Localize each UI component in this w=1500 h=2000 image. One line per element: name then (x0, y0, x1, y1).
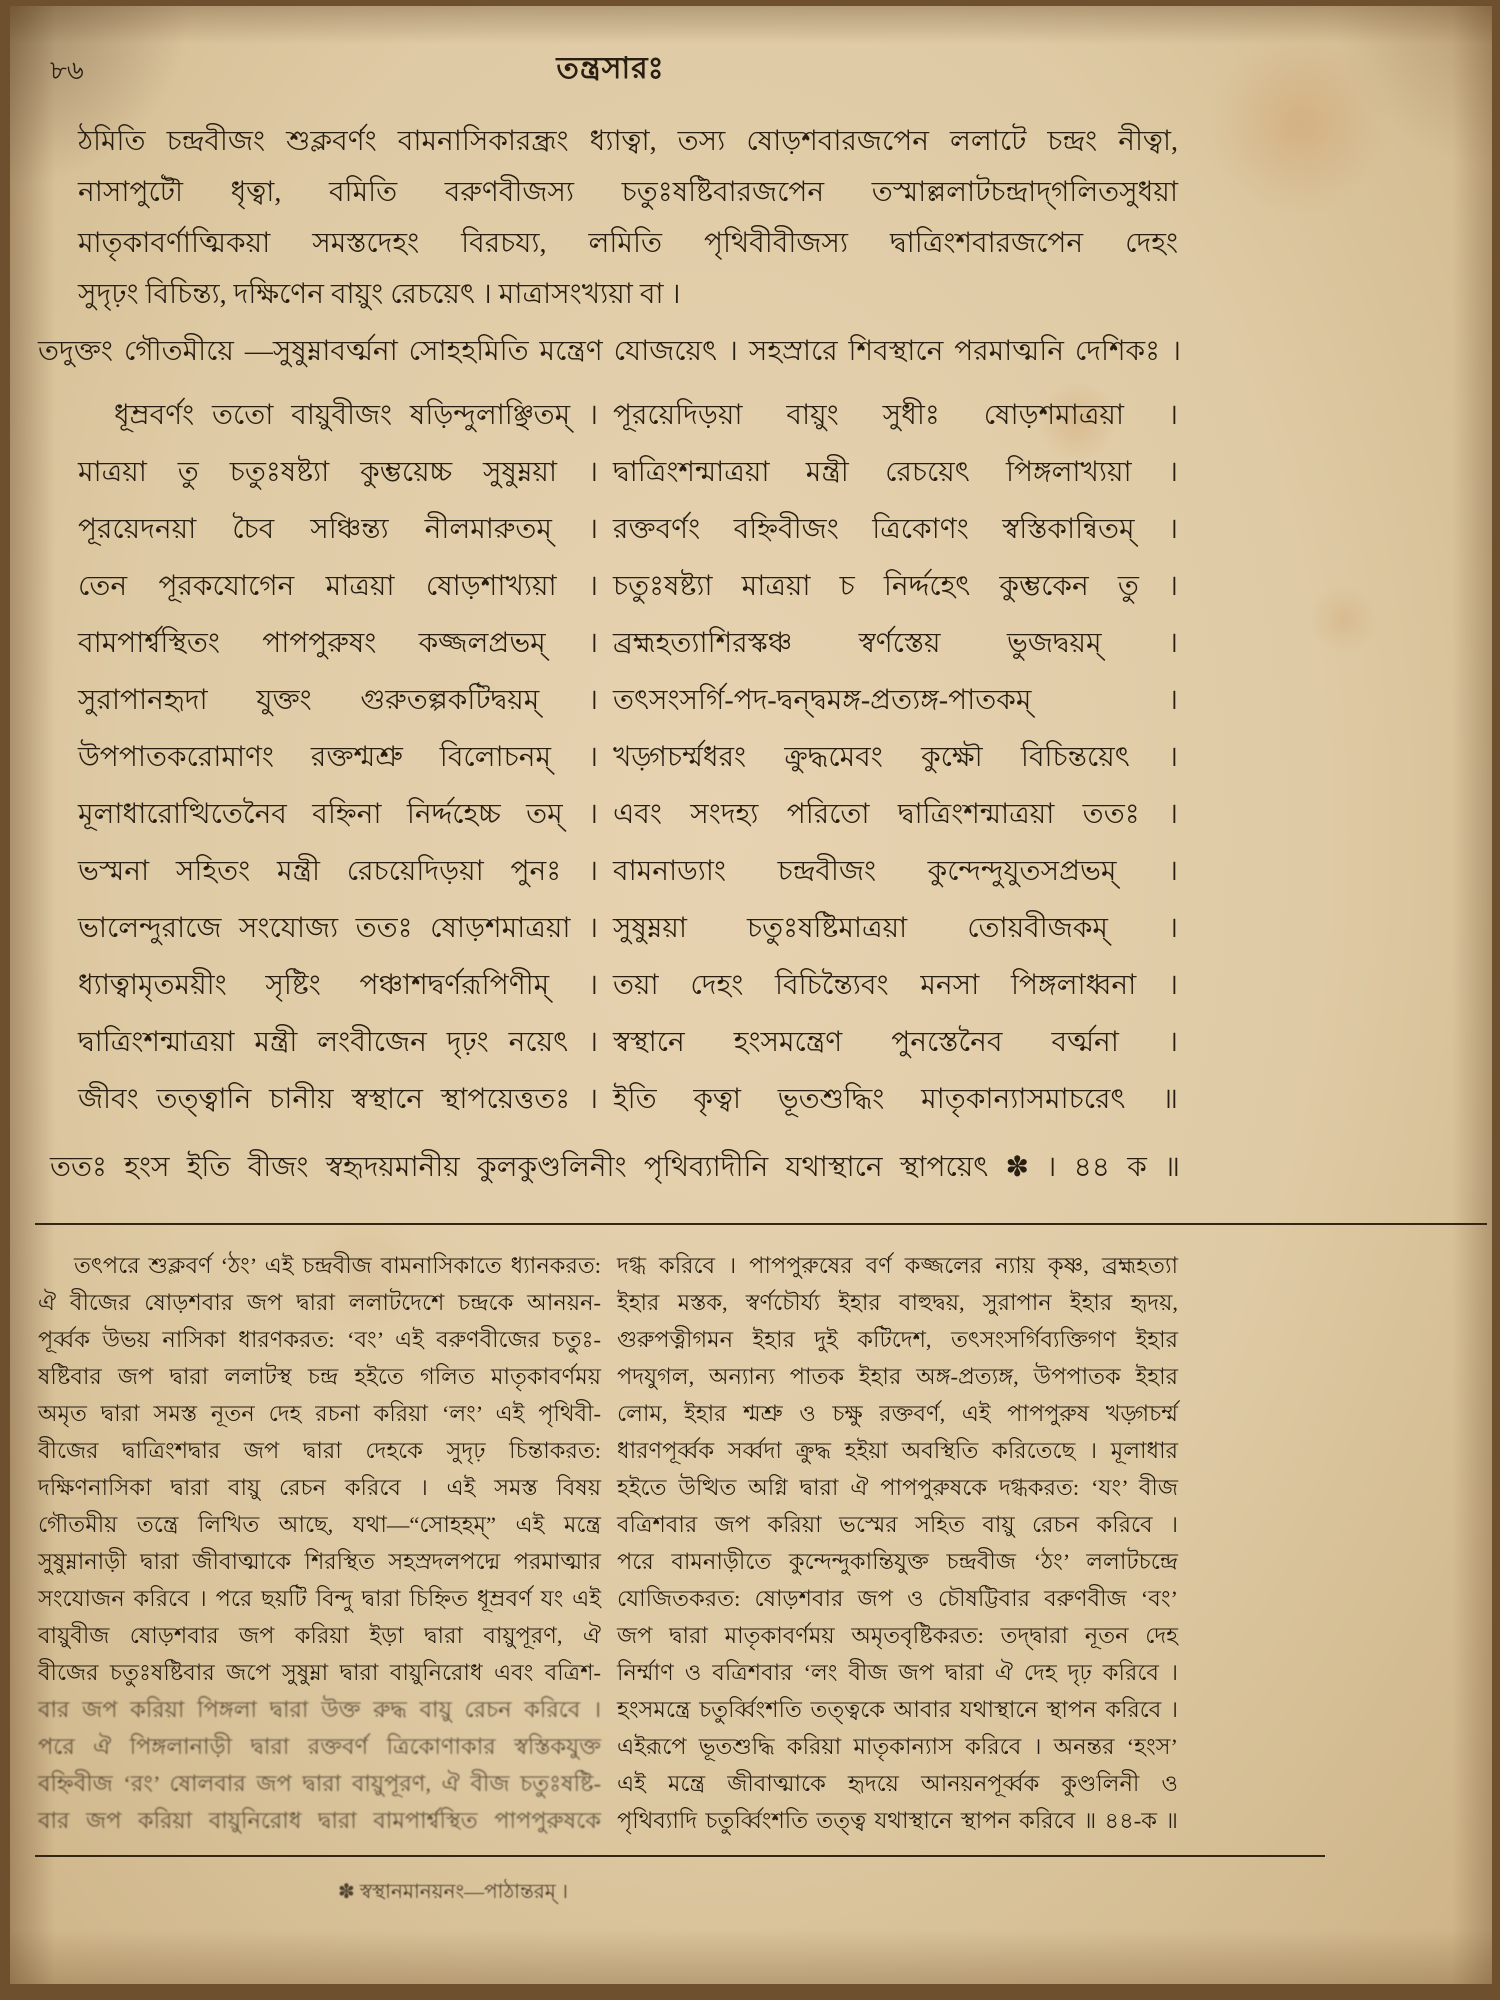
verse-line: মূলাধারোত্থিতেনৈব বহ্নিনা নির্দ্দহেচ্চ তম্ । (78, 799, 598, 830)
text-line: সুদৃঢ়ং বিচিন্ত্য, দক্ষিণেন বায়ুং রেচয়েৎ । মাত্রাসংখ্যয়া বা । (78, 279, 681, 310)
verse-line: দ্বাত্রিংশন্মাত্রয়া মন্ত্রী লংবীজেন দৃঢ়ং নয়েৎ । (78, 1027, 598, 1058)
commentary-line: সুষুম্নানাড়ী দ্বারা জীবাত্মাকে শিরস্থিত সহস্রদলপদ্মে পরমাত্মার (38, 1549, 601, 1574)
commentary-line: দক্ষিণনাসিকা দ্বারা বায়ু রেচন করিবে । এই সমস্ত বিষয় (38, 1475, 601, 1500)
commentary-line: বার জপ করিয়া বায়ুনিরোধ দ্বারা বামপার্শ্বস্থিত পাপপুরুষকে (38, 1808, 601, 1833)
closing-sutra-line: ততঃ হংস ইতি বীজং স্বহৃদয়মানীয় কুলকুণ্ডলিনীং পৃথিব্যাদীনি যথাস্থানে স্থাপয়েৎ ✽ । ৪৪ ক ॥ (50, 1152, 1180, 1183)
verse-line: পূরয়েদনয়া চৈব সঞ্চিন্ত্য নীলমারুতম্ । (78, 514, 598, 545)
page-number: ৮৬ (50, 56, 84, 85)
commentary-line: অমৃত দ্বারা সমস্ত নূতন দেহ রচনা করিয়া ‘লং’ এই পৃথিবী- (38, 1401, 601, 1426)
verse-line: জীবং তত্ত্বানি চানীয় স্বস্থানে স্থাপয়েত্ততঃ । (78, 1084, 598, 1115)
commentary-line: বত্রিশবার জপ করিয়া ভস্মের সহিত বায়ু রেচন করিবে । (617, 1512, 1178, 1537)
verse-line: ভস্মনা সহিতং মন্ত্রী রেচয়েদিড়য়া পুনঃ । (78, 856, 598, 887)
verse-column-left (78, 387, 598, 1128)
commentary-line: ধারণপূর্ব্বক সর্ব্বদা ক্রুদ্ধ হইয়া অবস্থিতি করিতেছে । মূলাধার (617, 1438, 1178, 1463)
verse-column-right (613, 387, 1178, 1128)
commentary-line: এই মন্ত্রে জীবাত্মাকে হৃদয়ে আনয়নপূর্ব্বক কুণ্ডলিনী ও (617, 1771, 1178, 1796)
verse-line: খড়্গচর্ম্মধরং ক্রুদ্ধমেবং কুক্ষৌ বিচিন্তয়েৎ । (613, 742, 1178, 773)
commentary-line: হংসমন্ত্রে চতুর্ব্বিংশতি তত্ত্বকে আবার যথাস্থানে স্থাপন করিবে । (617, 1697, 1178, 1722)
verse-line: সুরাপানহৃদা যুক্তং গুরুতল্পকটিদ্বয়ম্ । (78, 685, 598, 716)
commentary-line: বায়ুবীজ ষোড়শবার জপ করিয়া ইড়া দ্বারা বায়ুপূরণ, ঐ (38, 1623, 601, 1648)
verse-line: সুষুম্নয়া চতুঃষষ্টিমাত্রয়া তোয়বীজকম্ । (613, 913, 1178, 944)
commentary-line: সংযোজন করিবে । পরে ছয়টি বিন্দু দ্বারা চিহ্নিত ধূম্রবর্ণ যং এই (38, 1586, 601, 1611)
verse-line: পূরয়েদিড়য়া বায়ুং সুধীঃ ষোড়শমাত্রয়া । (613, 400, 1178, 431)
commentary-line: বীজের চতুঃষষ্টিবার জপে সুষুম্না দ্বারা বায়ুনিরোধ এবং বত্রিশ- (38, 1660, 601, 1685)
page-content (38, 36, 1183, 1910)
verse-line: ধ্যাত্বামৃতময়ীং সৃষ্টিং পঞ্চাশদ্বর্ণরূপিণীম্ । (78, 970, 598, 1001)
verse-line: তৎসংসর্গি-পদ-দ্বন্দ্বমঙ্গ-প্রত্যঙ্গ-পাতকম্ । (613, 685, 1178, 716)
verse-line: বামনাড্যাং চন্দ্রবীজং কুন্দেন্দুযুতসপ্রভম্ । (613, 856, 1178, 887)
page-header (38, 36, 1183, 94)
footnote-text: ✽ স্বস্থানমানয়নং—পাঠান্তরম্ । (338, 1881, 568, 1903)
commentary-line: পদযুগল, অন্যান্য পাতক ইহার অঙ্গ-প্রত্যঙ্গ, উপপাতক ইহার (617, 1364, 1178, 1389)
verse-line: মাত্রয়া তু চতুঃষষ্ট্যা কুম্ভয়েচ্চ সুষুম্নয়া । (78, 457, 598, 488)
commentary-line: তৎপরে শুক্লবর্ণ ‘ঠং’ এই চন্দ্রবীজ বামনাসিকাতে ধ্যানকরত: (74, 1253, 601, 1278)
commentary-column-right (617, 1247, 1178, 1839)
commentary-line: পরে ঐ পিঙ্গলানাড়ী দ্বারা রক্তবর্ণ ত্রিকোণাকার স্বস্তিকযুক্ত (38, 1734, 601, 1759)
text-line: মাতৃকাবর্ণাত্মিকয়া সমস্তদেহং বিরচয্য, লমিতি পৃথিবীবীজস্য দ্বাত্রিংশবারজপেন দেহং (78, 228, 1178, 259)
commentary-line: বীজের দ্বাত্রিংশদ্বার জপ দ্বারা দেহকে সুদৃঢ় চিন্তাকরত: (38, 1438, 601, 1463)
commentary-line: পৃথিব্যাদি চতুর্ব্বিংশতি তত্ত্ব যথাস্থানে স্থাপন করিবে ॥ ৪৪-ক ॥ (617, 1808, 1178, 1833)
verse-line: স্বস্থানে হংসমন্ত্রেণ পুনস্তেনৈব বর্ত্মনা । (613, 1027, 1178, 1058)
verse-line: তয়া দেহং বিচিন্ত্যৈবং মনসা পিঙ্গলাধ্বনা । (613, 970, 1178, 1001)
sanskrit-intro-paragraph (78, 116, 1178, 320)
commentary-line: বহ্নিবীজ ‘রং’ ষোলবার জপ দ্বারা বায়ুপূরণ, ঐ বীজ চতুঃষষ্টি- (38, 1771, 601, 1796)
commentary-line: জপ দ্বারা মাতৃকাবর্ণময় অমৃতবৃষ্টিকরত: তদ্দ্বারা নূতন দেহ (617, 1623, 1178, 1648)
commentary-line: এইরূপে ভূতশুদ্ধি করিয়া মাতৃকান্যাস করিবে । অনন্তর ‘হংস’ (617, 1734, 1178, 1759)
gautamiya-citation-line: তদুক্তং গৌতমীয়ে —সুষুম্নাবর্ত্মনা সোহহমিতি মন্ত্রেণ যোজয়েৎ । সহস্রারে শিবস্থানে পরমাত্মনি দেশিকঃ । (38, 336, 1181, 367)
commentary-line: বার জপ করিয়া পিঙ্গলা দ্বারা উক্ত রুদ্ধ বায়ু রেচন করিবে । (38, 1697, 601, 1722)
commentary-line: দগ্ধ করিবে । পাপপুরুষের বর্ণ কজ্জলের ন্যায় কৃষ্ণ, ব্রহ্মহত্যা (617, 1253, 1178, 1278)
commentary-line: ঐ বীজের ষোড়শবার জপ দ্বারা ললাটদেশে চন্দ্রকে আনয়ন- (38, 1290, 601, 1315)
book-page (10, 6, 1492, 1984)
verse-line: বামপার্শ্বস্থিতং পাপপুরুষং কজ্জলপ্রভম্ । (78, 628, 598, 659)
commentary-line: নির্ম্মাণ ও বত্রিশবার ‘লং বীজ জপ দ্বারা ঐ দেহ দৃঢ় করিবে । (617, 1660, 1178, 1685)
commentary-line: গুরুপত্নীগমন ইহার দুই কটিদেশ, তৎসংসর্গিব্যক্তিগণ ইহার (617, 1327, 1178, 1352)
verse-line: তেন পূরকযোগেন মাত্রয়া ষোড়শাখ্যয়া । (78, 571, 598, 602)
commentary-line: পরে বামনাড়ীতে কুন্দেন্দুকান্তিযুক্ত চন্দ্রবীজ ‘ঠং’ ললাটচন্দ্রে (617, 1549, 1178, 1574)
verse-line: ভালেন্দুরাজে সংযোজ্য ততঃ ষোড়শমাত্রয়া । (78, 913, 598, 944)
commentary-line: ষষ্টিবার জপ দ্বারা ললাটস্থ চন্দ্র হইতে গলিত মাতৃকাবর্ণময় (38, 1364, 601, 1389)
commentary-line: হইতে উত্থিত অগ্নি দ্বারা ঐ পাপপুরুষকে দগ্ধকরত: ‘যং’ বীজ (617, 1475, 1178, 1500)
verse-line: এবং সংদহ্য পরিতো দ্বাত্রিংশন্মাত্রয়া ততঃ । (613, 799, 1178, 830)
verse-line: রক্তবর্ণং বহ্নিবীজং ত্রিকোণং স্বস্তিকান্বিতম্ । (613, 514, 1178, 545)
verse-line: উপপাতকরোমাণং রক্তশ্মশ্রু বিলোচনম্ । (78, 742, 598, 773)
text-line: নাসাপুটৌ ধৃত্বা, বমিতি বরুণবীজস্য চতুঃষষ্টিবারজপেন তস্মাল্ললাটচন্দ্রাদ্‌গলিতসুধয়া (78, 177, 1178, 208)
commentary-line: লোম, ইহার শ্মশ্রু ও চক্ষু রক্তবর্ণ, এই পাপপুরুষ খড়্গচর্ম্ম (617, 1401, 1178, 1426)
separator-rule (35, 1223, 1487, 1225)
bengali-commentary (38, 1247, 1178, 1839)
verse-line: দ্বাত্রিংশন্মাত্রয়া মন্ত্রী রেচয়েৎ পিঙ্গলাখ্যয়া । (613, 457, 1178, 488)
verse-line: চতুঃষষ্ট্যা মাত্রয়া চ নির্দ্দহেৎ কুম্ভকেন তু । (613, 571, 1178, 602)
text-line: ঠমিতি চন্দ্রবীজং শুক্লবর্ণং বামনাসিকারন্ধ্রং ধ্যাত্বা, তস্য ষোড়শবারজপেন ললাটে চন্দ্রং নীত্বা, (78, 126, 1178, 157)
page-title: তন্ত্রসারঃ (556, 52, 665, 85)
commentary-line: গৌতমীয় তন্ত্রে লিখিত আছে, যথা—“সোহহম্” এই মন্ত্রে (38, 1512, 601, 1537)
commentary-line: যোজিতকরত: ষোড়শবার জপ ও চৌষট্টিবার বরুণবীজ ‘বং’ (617, 1586, 1178, 1611)
footnote-rule (35, 1855, 1325, 1857)
verse-line: ব্রহ্মহত্যাশিরস্কঞ্চ স্বর্ণস্তেয় ভুজদ্বয়ম্ । (613, 628, 1178, 659)
commentary-line: পূর্ব্বক উভয় নাসিকা ধারণকরত: ‘বং’ এই বরুণবীজের চতুঃ- (38, 1327, 601, 1352)
verse-columns (78, 387, 1178, 1128)
verse-line: ধূম্রবর্ণং ততো বায়ুবীজং ষড়িন্দুলাঞ্ছিতম্ । (114, 400, 598, 431)
commentary-line: ইহার মস্তক, স্বর্ণচৌর্য্য ইহার বাহুদ্বয়, সুরাপান ইহার হৃদয়, (617, 1290, 1178, 1315)
verse-line: ইতি কৃত্বা ভূতশুদ্ধিং মাতৃকান্যাসমাচরেৎ ॥ (613, 1084, 1178, 1115)
commentary-column-left (38, 1247, 601, 1839)
